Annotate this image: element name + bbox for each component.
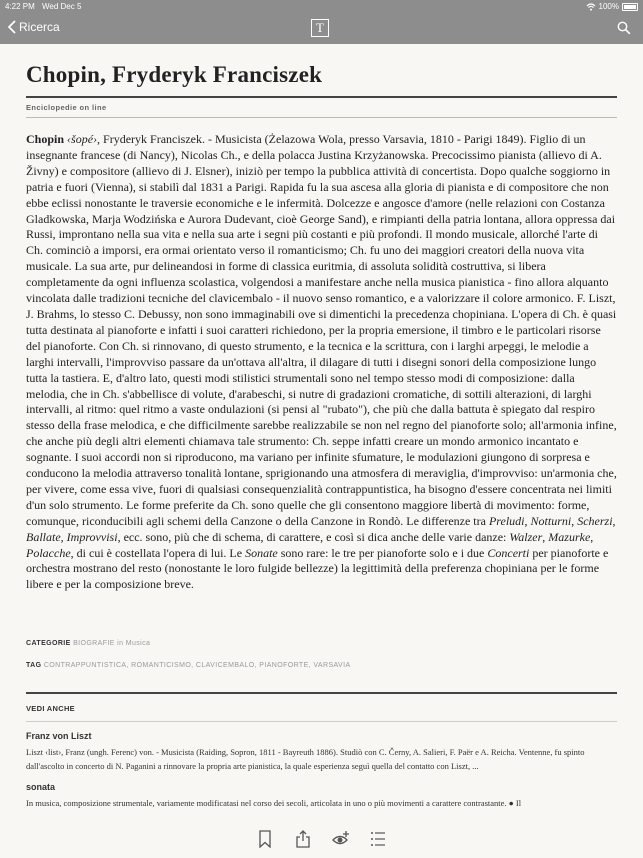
back-button[interactable] (8, 20, 60, 34)
italic-term: Sonate (245, 545, 278, 560)
entry-text: Liszt ‹list›, Franz (ungh. Ferenc) von. - Musicista (Raiding, Sopron, 1811 - Bayreuth 1886). Studiò con C. Černy, A. Salieri, F. Paër e A. Reicha. Ventenne, fu spinto dall'ascolto in concerto di N. Paganini a rinnovare la propria arte pianistica, la quale esperienza seguì quella del contatto con Liszt, ... (26, 747, 585, 771)
bookmark-button[interactable] (258, 830, 272, 853)
separator: , (571, 513, 578, 528)
italic-term: Concerti (487, 545, 530, 560)
italic-term: Preludi (488, 513, 525, 528)
entry-text: In musica, composizione strumentale, variamente modificatasi nel corso dei secoli, articolata in uno o più movimenti a carattere contrastante. ● Il (26, 798, 522, 808)
italic-term: Improvvisi (66, 529, 118, 544)
entry-title[interactable]: sonata (26, 782, 56, 792)
status-right (586, 0, 638, 14)
nav-bar (0, 14, 643, 44)
head-word: Chopin (26, 132, 65, 146)
italic-term: Notturni (530, 513, 572, 528)
source-label: Enciclopedie on line (26, 103, 107, 112)
italic-term: Walzer (509, 529, 543, 544)
status-time: 4:22 PM (5, 2, 35, 11)
tags-row (26, 662, 351, 669)
article-text-5: per pianoforte e orchestra mostrano del resto (nonostante le loro fulgide bellezze) la legittimità della preferenza chopiniana per le forme libere e per la composizione breve. (26, 545, 609, 592)
title-divider (26, 96, 617, 98)
italic-term: Mazurke (548, 529, 591, 544)
see-also-title: VEDI ANCHE (26, 704, 75, 713)
italic-term: Polacche (26, 545, 71, 560)
search-icon (617, 21, 631, 35)
entry-title[interactable]: Franz von Liszt (26, 731, 92, 741)
list-button[interactable] (370, 830, 386, 853)
article-text-2: , ecc. sono, più che di schema, di carattere, e così si dica anche delle varie danze: (117, 529, 510, 544)
bookmark-icon (258, 830, 272, 848)
back-chevron-icon (8, 20, 16, 34)
tags-label: TAG (26, 662, 42, 669)
separator: , (60, 529, 67, 544)
wifi-icon (586, 3, 596, 11)
pronunciation: ‹šopé› (67, 132, 98, 146)
see-also-rule (26, 721, 617, 722)
battery-icon (622, 3, 638, 11)
list-icon (370, 830, 386, 848)
search-button[interactable] (617, 21, 631, 40)
view-add-icon (332, 830, 350, 848)
see-also-divider (26, 692, 617, 694)
see-also-entry[interactable] (26, 731, 617, 773)
bottom-toolbar (0, 822, 643, 858)
battery-percent: 100% (598, 2, 619, 11)
separator: , (612, 513, 616, 528)
see-also-section (26, 692, 617, 810)
categories-label: CATEGORIE (26, 640, 71, 647)
see-also-entry[interactable] (26, 782, 617, 810)
page-title: Chopin, Fryderyk Franciszek (26, 62, 323, 87)
italic-term: Ballate (26, 529, 61, 544)
italic-term: Scherzi (577, 513, 613, 528)
separator: , (542, 529, 549, 544)
article-content (26, 44, 617, 808)
separator: , (590, 529, 594, 544)
app-logo: T (311, 19, 329, 37)
categories-link[interactable]: BIOGRAFIE in Musica (73, 640, 151, 647)
status-bar (0, 0, 643, 14)
share-icon (295, 830, 311, 848)
article-body (26, 132, 617, 593)
categories-row (26, 640, 150, 647)
source-divider (26, 117, 617, 118)
view-add-button[interactable] (332, 830, 350, 853)
article-text-1: , Fryderyk Franciszek. - Musicista (Żelazowa Wola, presso Varsavia, 1810 - Parigi 1849). Figlio di un insegnante francese (di Nancy), Nicolas Ch., e della polacca Justina Krzyżanowska. Precocissimo pianista (allievo di A. Živny) e compositore (allievo di J. Elsner), iniziò per tempo la pubblica attività di concertista. Dopo qualche soggiorno in patria e fuori (Vienna), si stabilì dal 1831 a Parigi. Rapida fu la sua ascesa alla gloria di pianista e di compositore che non ebbe eclissi nonostante le traversie economiche e le infermità. Dolcezze e angosce d'amore (nelle relazioni con Costanza Gladkowska, Marja Wodzińska e Aurora Dudevant, cioè George Sand), e rimpianti della patria lontana, allora oppressa dai Russi, improntano nella sua vita e nella sua arte i segni più costanti e più profondi. Il mondo musicale, allorché l'arte di Ch. cominciò a imporsi, era ormai orientato verso il romanticismo; Ch. fu uno dei maggiori creatori della nuova vita musicale. La sua arte, pur delineandosi in forme di classica euritmia, di assoluta solidità costruttiva, si libera completamente da ogni influenza scolastica, volgendosi a manifestare anche nella musica pianistica - fino allora alquanto vincolata dalle tradizioni tecniche del clavicembalo - il nuovo senso romantico, e a valorizzare il colore armonico. F. Liszt, J. Brahms, lo stesso C. Debussy, non sono immaginabili ove si dimentichi la precedenza chopiniana. L'opera di Ch. è quasi tutta destinata al pianoforte e infatti i suoi caratteri richiedono, per la propria emersione, il timbro e le particolari risorse del pianoforte. Con Ch. si rinnovano, di questo strumento, e la tecnica e la scrittura, con i larghi arpeggi, le melodie a larghi intervalli, l'improvviso passare da un'ottava all'altra, il dilagare di tutti i disegni sonori della composizione lungo tutta la tastiera. E, d'altro lato, questi modi stilistici strumentali sono nel tempo stesso modi di composizione: dalla melodia, che in Ch. s'abbellisce di volute, d'arabeschi, si nutre di gradazioni cromatiche, di sottili alterazioni, di larghi intervalli, al ritmo: quel ritmo a vaste ondulazioni (si pensi al "rubato"), che più che dalla battuta è spiegato dal respiro stesso della frase melodica, e che difficilmente sarebbe realizzabile se non nel regno del pianoforte solo; all'armonia infine, che anche più degli altri elementi chiamava tale strumento: Ch. seppe infatti creare un mondo armonico incantato e sognante. I suoi accordi non si riproducono, ma variano per infinite sfumature, le modulazioni giungono di sorpresa e conducono la melodia attraverso tonalità lontane, sprigionando una atmosfera di meraviglia, d'improvviso: un'armonia che, per vivere, come essa vive, fuori di qualsiasi consequenzialità contrappuntistica, ha bisogno d'essere concentrata nei limiti d'un solo strumento. Le forme preferite da Ch. sono quelle che gli consentono maggiore libertà di movimento: forme, comunque, riconducibili agli schemi della Canzone o della Canzone in Rondò. Le differenze tra (26, 132, 617, 528)
back-label: Ricerca (19, 20, 60, 34)
status-date: Wed Dec 5 (42, 2, 82, 11)
tags-links[interactable]: CONTRAPPUNTISTICA, ROMANTICISMO, CLAVICEMBALO, PIANOFORTE, VARSAVIA (43, 662, 351, 669)
article-text-4: sono rare: le tre per pianoforte solo e i due (277, 545, 488, 560)
article-text-3: , di cui è costellata l'opera di lui. Le (70, 545, 246, 560)
share-button[interactable] (295, 830, 311, 853)
separator: , (524, 513, 531, 528)
